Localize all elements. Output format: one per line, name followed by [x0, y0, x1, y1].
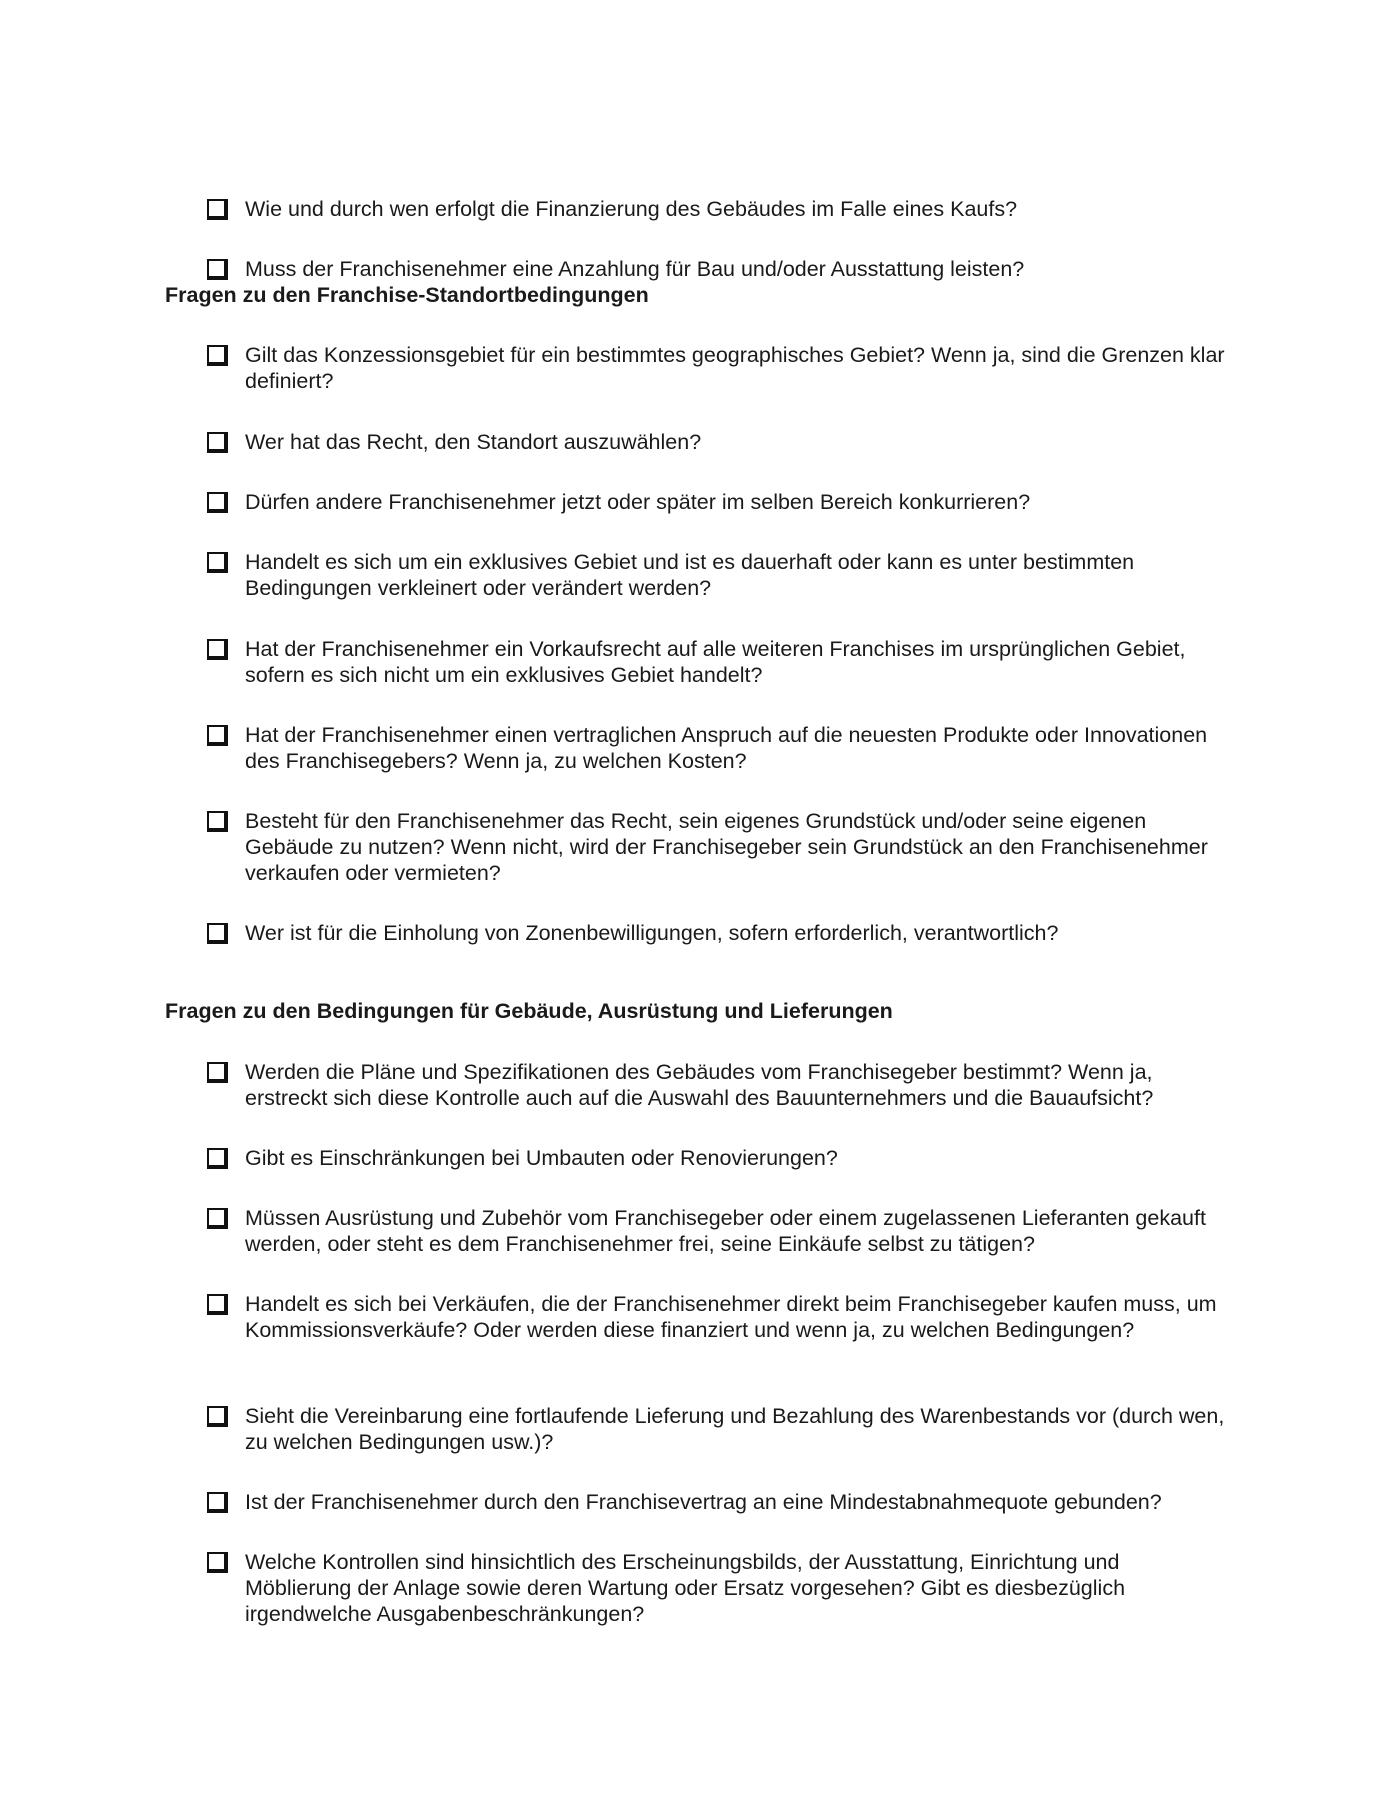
checkbox-icon[interactable]: [207, 1294, 228, 1315]
checklist-item: [207, 1549, 1227, 1627]
checklist-item: [207, 808, 1227, 886]
checklist-item: [207, 1145, 1227, 1171]
checklist-item: [207, 1059, 1227, 1111]
checkbox-icon[interactable]: [207, 552, 228, 573]
checklist-item-text: Gilt das Konzessionsgebiet für ein bestimmtes geographisches Gebiet? Wenn ja, sind die Grenzen klar definiert?: [245, 343, 1225, 393]
section-heading: Fragen zu den Franchise-Standortbedingungen: [165, 283, 649, 307]
checklist-item-text: Müssen Ausrüstung und Zubehör vom Franchisegeber oder einem zugelassenen Lieferanten gekauft werden, oder steht es dem Franchisenehmer frei, seine Einkäufe selbst zu tätigen?: [245, 1206, 1206, 1256]
checklist-item-text: Werden die Pläne und Spezifikationen des Gebäudes vom Franchisegeber bestimmt? Wenn ja, erstreckt sich diese Kontrolle auch auf die Auswahl des Bauunternehmers und die Bauaufsicht?: [245, 1060, 1154, 1110]
checklist-item: [207, 256, 1227, 282]
checklist-item: [207, 920, 1227, 946]
checklist-item: [207, 722, 1227, 774]
checkbox-icon[interactable]: [207, 1552, 228, 1573]
checklist-item-text: Sieht die Vereinbarung eine fortlaufende Lieferung und Bezahlung des Warenbestands vor (durch wen, zu welchen Bedingungen usw.)?: [245, 1404, 1225, 1454]
checklist-item-text: Muss der Franchisenehmer eine Anzahlung für Bau und/oder Ausstattung leisten?: [245, 257, 1025, 281]
checkbox-icon[interactable]: [207, 1062, 228, 1083]
checklist-item-text: Handelt es sich bei Verkäufen, die der Franchisenehmer direkt beim Franchisegeber kaufen muss, um Kommissionsverkäufe? Oder werden diese finanziert und wenn ja, zu welchen Bedingungen?: [245, 1292, 1217, 1342]
checkbox-icon[interactable]: [207, 1148, 228, 1169]
checkbox-icon[interactable]: [207, 1492, 228, 1513]
checkbox-icon[interactable]: [207, 1406, 228, 1427]
checklist-item: [207, 489, 1227, 515]
checkbox-icon[interactable]: [207, 1208, 228, 1229]
checklist-item-text: Wer ist für die Einholung von Zonenbewilligungen, sofern erforderlich, verantwortlich?: [245, 921, 1059, 945]
checkbox-icon[interactable]: [207, 639, 228, 660]
checkbox-icon[interactable]: [207, 923, 228, 944]
checkbox-icon[interactable]: [207, 345, 228, 366]
checklist-item: [207, 1291, 1227, 1343]
checklist-item-text: Hat der Franchisenehmer ein Vorkaufsrecht auf alle weiteren Franchises im ursprünglichen Gebiet, sofern es sich nicht um ein exklusives Gebiet handelt?: [245, 637, 1186, 687]
checklist-item: [207, 196, 1227, 222]
checklist-item-text: Welche Kontrollen sind hinsichtlich des Erscheinungsbilds, der Ausstattung, Einrichtung und Möblierung der Anlage sowie deren Wartung oder Ersatz vorgesehen? Gibt es diesbezüglich irgendwelche Ausgabenbeschränkungen?: [245, 1550, 1126, 1626]
checkbox-icon[interactable]: [207, 259, 228, 280]
checklist-item-text: Ist der Franchisenehmer durch den Franchisevertrag an eine Mindestabnahmequote gebunden?: [245, 1490, 1162, 1514]
checklist-item: [207, 1403, 1227, 1455]
checklist-item: [207, 1205, 1227, 1257]
section-heading: Fragen zu den Bedingungen für Gebäude, Ausrüstung und Lieferungen: [165, 999, 893, 1023]
checkbox-icon[interactable]: [207, 492, 228, 513]
checklist-item: [207, 636, 1227, 688]
checklist-item-text: Wer hat das Recht, den Standort auszuwählen?: [245, 430, 702, 454]
checklist-item-text: Handelt es sich um ein exklusives Gebiet und ist es dauerhaft oder kann es unter bestimmten Bedingungen verkleinert oder verändert werden?: [245, 550, 1135, 600]
checkbox-icon[interactable]: [207, 725, 228, 746]
checklist-item: [207, 549, 1227, 601]
checkbox-icon[interactable]: [207, 432, 228, 453]
checklist-item-text: Gibt es Einschränkungen bei Umbauten oder Renovierungen?: [245, 1146, 838, 1170]
checklist-item-text: Dürfen andere Franchisenehmer jetzt oder später im selben Bereich konkurrieren?: [245, 490, 1031, 514]
checklist-item-text: Besteht für den Franchisenehmer das Recht, sein eigenes Grundstück und/oder seine eigenen Gebäude zu nutzen? Wenn nicht, wird der Franchisegeber sein Grundstück an den Franchisenehmer verkaufen oder vermieten?: [245, 809, 1208, 885]
checklist-item: [207, 342, 1227, 394]
checkbox-icon[interactable]: [207, 811, 228, 832]
checklist-item: [207, 1489, 1227, 1515]
checklist-item-text: Wie und durch wen erfolgt die Finanzierung des Gebäudes im Falle eines Kaufs?: [245, 197, 1018, 221]
checklist-item-text: Hat der Franchisenehmer einen vertraglichen Anspruch auf die neuesten Produkte oder Innovationen des Franchisegebers? Wenn ja, zu welchen Kosten?: [245, 723, 1208, 773]
checklist-item: [207, 429, 1227, 455]
checkbox-icon[interactable]: [207, 199, 228, 220]
